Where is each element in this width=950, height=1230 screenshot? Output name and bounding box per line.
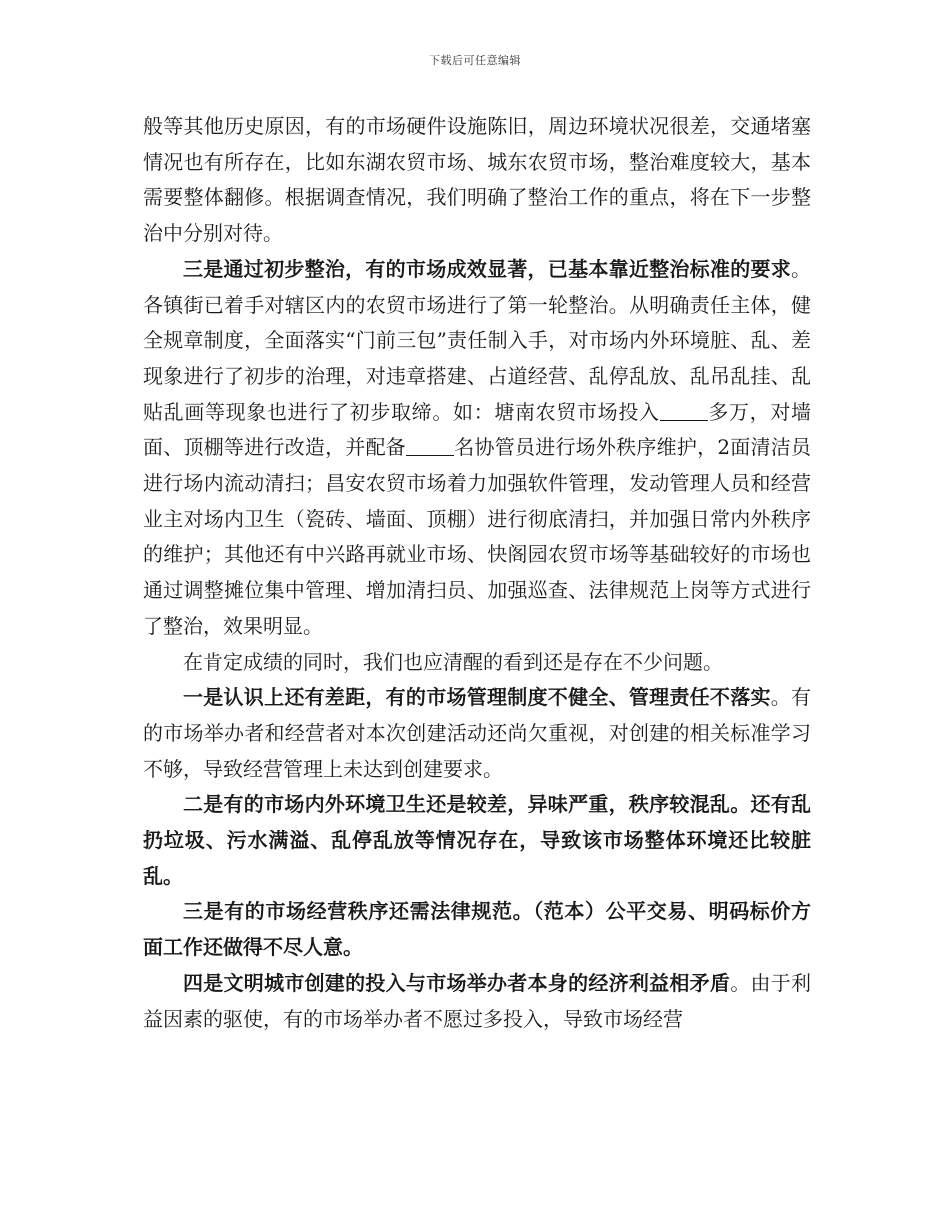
document-body [143,109,811,1037]
paragraph-text: 名协管员进行场外秩序维护，2面清洁员进行场内流动清扫；昌安农贸市场着力加强软件管理，发动管理人员和经营业主对场内卫生（瓷砖、墙面、顶棚）进行彻底清扫，并加强日常内外秩序的维护；其他还有中兴路再就业市场、快阁园农贸市场等基础较好的市场也通过调整摊位集中管理、增加清扫员、加强巡查、法律规范上岗等方式进行了整治，效果明显。 [143,435,811,638]
paragraph-text: 多万，对墙面、顶棚等进行改造，并配备 [143,399,812,460]
paragraph-problem-order [143,894,811,965]
paragraph-problem-investment [143,966,811,1037]
paragraph-heading: 二是有的市场内外环境卫生还是较差，异味严重，秩序较混乱。还有乱扔垃圾、污水满溢、乱停乱放等情况存在，导致该市场整体环境还比较脏乱。 [143,792,811,888]
paragraph-initial-rectification [143,252,811,645]
paragraph-text: 般等其他历史原因，有的市场硬件设施陈旧，周边环境状况很差，交通堵塞情况也有所存在，比如东湖农贸市场、城东农贸市场，整治难度较大，基本需要整体翻修。根据调查情况，我们明确了整治工作的重点，将在下一步整治中分别对待。 [143,114,811,246]
blank-field [660,400,708,421]
blank-field [406,435,454,456]
paragraph-heading: 四是文明城市创建的投入与市场举办者本身的经济利益相矛盾 [183,970,731,995]
paragraph-text: 在肯定成绩的同时，我们也应清醒的看到还是存在不少问题。 [183,649,723,674]
page-header: 下载后可任意编辑 [429,54,521,67]
paragraph-history-reasons [143,109,811,252]
paragraph-heading: 一是认识上还有差距，有的市场管理制度不健全、管理责任不落实 [183,685,771,710]
paragraph-text: 。各镇街已着手对辖区内的农贸市场进行了第一轮整治。从明确责任主体，健全规章制度，全面落实“门前三包”责任制入手，对市场内外环境脏、乱、差现象进行了初步的治理，对违章搭建、占道经营、乱停乱放、乱吊乱挂、乱贴乱画等现象也进行了初步取缔。如：塘南农贸市场投入 [143,256,811,424]
paragraph-heading: 三是有的市场经营秩序还需法律规范。（范本）公平交易、明码标价方面工作还做得不尽人意。 [143,899,811,960]
paragraph-text: 。有的市场举办者和经营者对本次创建活动还尚欠重视，对创建的相关标准学习不够，导致经营管理上未达到创建要求。 [143,685,812,781]
paragraph-problem-environment [143,787,811,894]
paragraph-heading: 三是通过初步整治，有的市场成效显著，已基本靠近整治标准的要求 [183,256,791,281]
paragraph-text: 。由于利益因素的驱使，有的市场举办者不愿过多投入，导致市场经营 [143,970,812,1031]
paragraph-problem-awareness [143,680,811,787]
paragraph-problems-intro [143,645,811,681]
